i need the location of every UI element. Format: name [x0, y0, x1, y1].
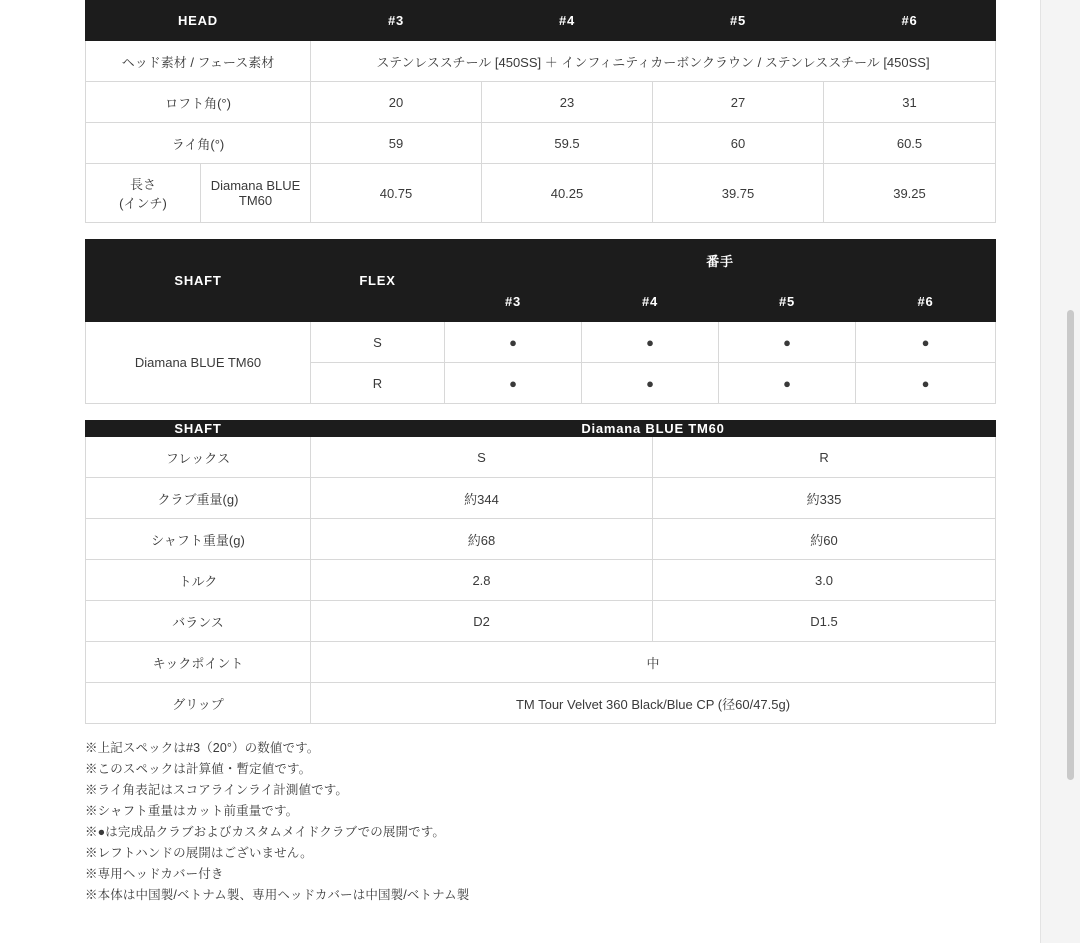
spec-torque-r: 3.0 — [653, 560, 996, 601]
table-row — [86, 478, 996, 519]
note-line: ※上記スペックは#3（20°）の数値です。 — [85, 741, 320, 755]
spec-grip-value: TM Tour Velvet 360 Black/Blue CP (径60/47.5g) — [311, 683, 996, 724]
table-row — [86, 519, 996, 560]
head-col-4: #4 — [482, 1, 653, 41]
spec-torque-s: 2.8 — [311, 560, 653, 601]
spec-flex-r: R — [653, 437, 996, 478]
row-label-length — [86, 164, 201, 223]
mark-r-3: ● — [445, 363, 582, 404]
table-gap-2 — [85, 404, 995, 420]
shaft-spec-table — [85, 420, 996, 724]
head-col-3: #3 — [311, 1, 482, 41]
spec-table-title: SHAFT — [86, 421, 311, 437]
length-shaft-line1: Diamana BLUE — [210, 178, 301, 193]
head-col-6: #6 — [824, 1, 996, 41]
mark-s-4: ● — [582, 322, 719, 363]
table-row — [86, 123, 996, 164]
club-col-4: #4 — [582, 281, 719, 322]
mark-s-6: ● — [856, 322, 996, 363]
length-label-line1: 長さ — [129, 177, 156, 192]
spec-table-shaft-name: Diamana BLUE TM60 — [311, 421, 996, 437]
shaft-name-cell: Diamana BLUE TM60 — [86, 322, 311, 404]
note-line: ※ライ角表記はスコアラインライ計測値です。 — [85, 783, 349, 797]
loft-3: 20 — [311, 82, 482, 123]
length-label-line2: (インチ) — [119, 196, 167, 211]
mark-r-5: ● — [719, 363, 856, 404]
table-row — [86, 437, 996, 478]
table-row — [86, 560, 996, 601]
mark-s-3: ● — [445, 322, 582, 363]
length-3: 40.75 — [311, 164, 482, 223]
flex-column-title: FLEX — [311, 240, 445, 322]
row-label-loft: ロフト角(°) — [86, 82, 311, 123]
table-row — [86, 642, 996, 683]
spec-balance-r: D1.5 — [653, 601, 996, 642]
flex-s: S — [311, 322, 445, 363]
loft-6: 31 — [824, 82, 996, 123]
mark-r-4: ● — [582, 363, 719, 404]
spec-label-grip: グリップ — [86, 683, 311, 724]
lie-6: 60.5 — [824, 123, 996, 164]
table-row — [86, 601, 996, 642]
shaft-flex-table — [85, 239, 996, 404]
mark-r-6: ● — [856, 363, 996, 404]
spec-club-weight-s: 約344 — [311, 478, 653, 519]
note-line: ※専用ヘッドカバー付き — [85, 867, 224, 881]
length-shaft-line2: TM60 — [238, 193, 273, 208]
shaft-table-title: SHAFT — [86, 240, 311, 322]
table-gap-1 — [85, 223, 995, 239]
spec-kickpoint-value: 中 — [311, 642, 996, 683]
head-table-title: HEAD — [86, 1, 311, 41]
mark-s-5: ● — [719, 322, 856, 363]
note-line: ※●は完成品クラブおよびカスタムメイドクラブでの展開です。 — [85, 825, 446, 839]
table-row — [86, 82, 996, 123]
spec-label-balance: バランス — [86, 601, 311, 642]
club-col-5: #5 — [719, 281, 856, 322]
spec-shaft-weight-s: 約68 — [311, 519, 653, 560]
head-spec-table — [85, 0, 996, 223]
length-6: 39.25 — [824, 164, 996, 223]
spec-notes — [85, 738, 995, 906]
spec-content — [85, 0, 995, 906]
spec-label-torque: トルク — [86, 560, 311, 601]
table-row — [86, 41, 996, 82]
spec-label-kickpoint: キックポイント — [86, 642, 311, 683]
length-5: 39.75 — [653, 164, 824, 223]
row-sublabel-shaft — [201, 164, 311, 223]
lie-5: 60 — [653, 123, 824, 164]
club-number-title: 番手 — [445, 240, 996, 281]
row-value-material: ステンレススチール [450SS] ＋ インフィニティカーボンクラウン / ステンレススチール [450SS] — [311, 41, 996, 82]
club-col-3: #3 — [445, 281, 582, 322]
page-right-border — [1040, 0, 1041, 943]
head-col-5: #5 — [653, 1, 824, 41]
note-line: ※シャフト重量はカット前重量です。 — [85, 804, 299, 818]
spec-balance-s: D2 — [311, 601, 653, 642]
table-row — [86, 322, 996, 363]
spec-label-flex: フレックス — [86, 437, 311, 478]
row-label-material: ヘッド素材 / フェース素材 — [86, 41, 311, 82]
lie-4: 59.5 — [482, 123, 653, 164]
spec-club-weight-r: 約335 — [653, 478, 996, 519]
lie-3: 59 — [311, 123, 482, 164]
loft-5: 27 — [653, 82, 824, 123]
table-row — [86, 683, 996, 724]
flex-r: R — [311, 363, 445, 404]
row-label-lie: ライ角(°) — [86, 123, 311, 164]
loft-4: 23 — [482, 82, 653, 123]
spec-shaft-weight-r: 約60 — [653, 519, 996, 560]
page-right-margin — [1040, 0, 1080, 943]
club-col-6: #6 — [856, 281, 996, 322]
note-line: ※本体は中国製/ベトナム製、専用ヘッドカバーは中国製/ベトナム製 — [85, 888, 470, 902]
spec-label-club-weight: クラブ重量(g) — [86, 478, 311, 519]
note-line: ※このスペックは計算値・暫定値です。 — [85, 762, 312, 776]
table-row — [86, 164, 996, 223]
spec-flex-s: S — [311, 437, 653, 478]
length-4: 40.25 — [482, 164, 653, 223]
scrollbar-thumb[interactable] — [1067, 310, 1074, 780]
note-line: ※レフトハンドの展開はございません。 — [85, 846, 313, 860]
spec-label-shaft-weight: シャフト重量(g) — [86, 519, 311, 560]
